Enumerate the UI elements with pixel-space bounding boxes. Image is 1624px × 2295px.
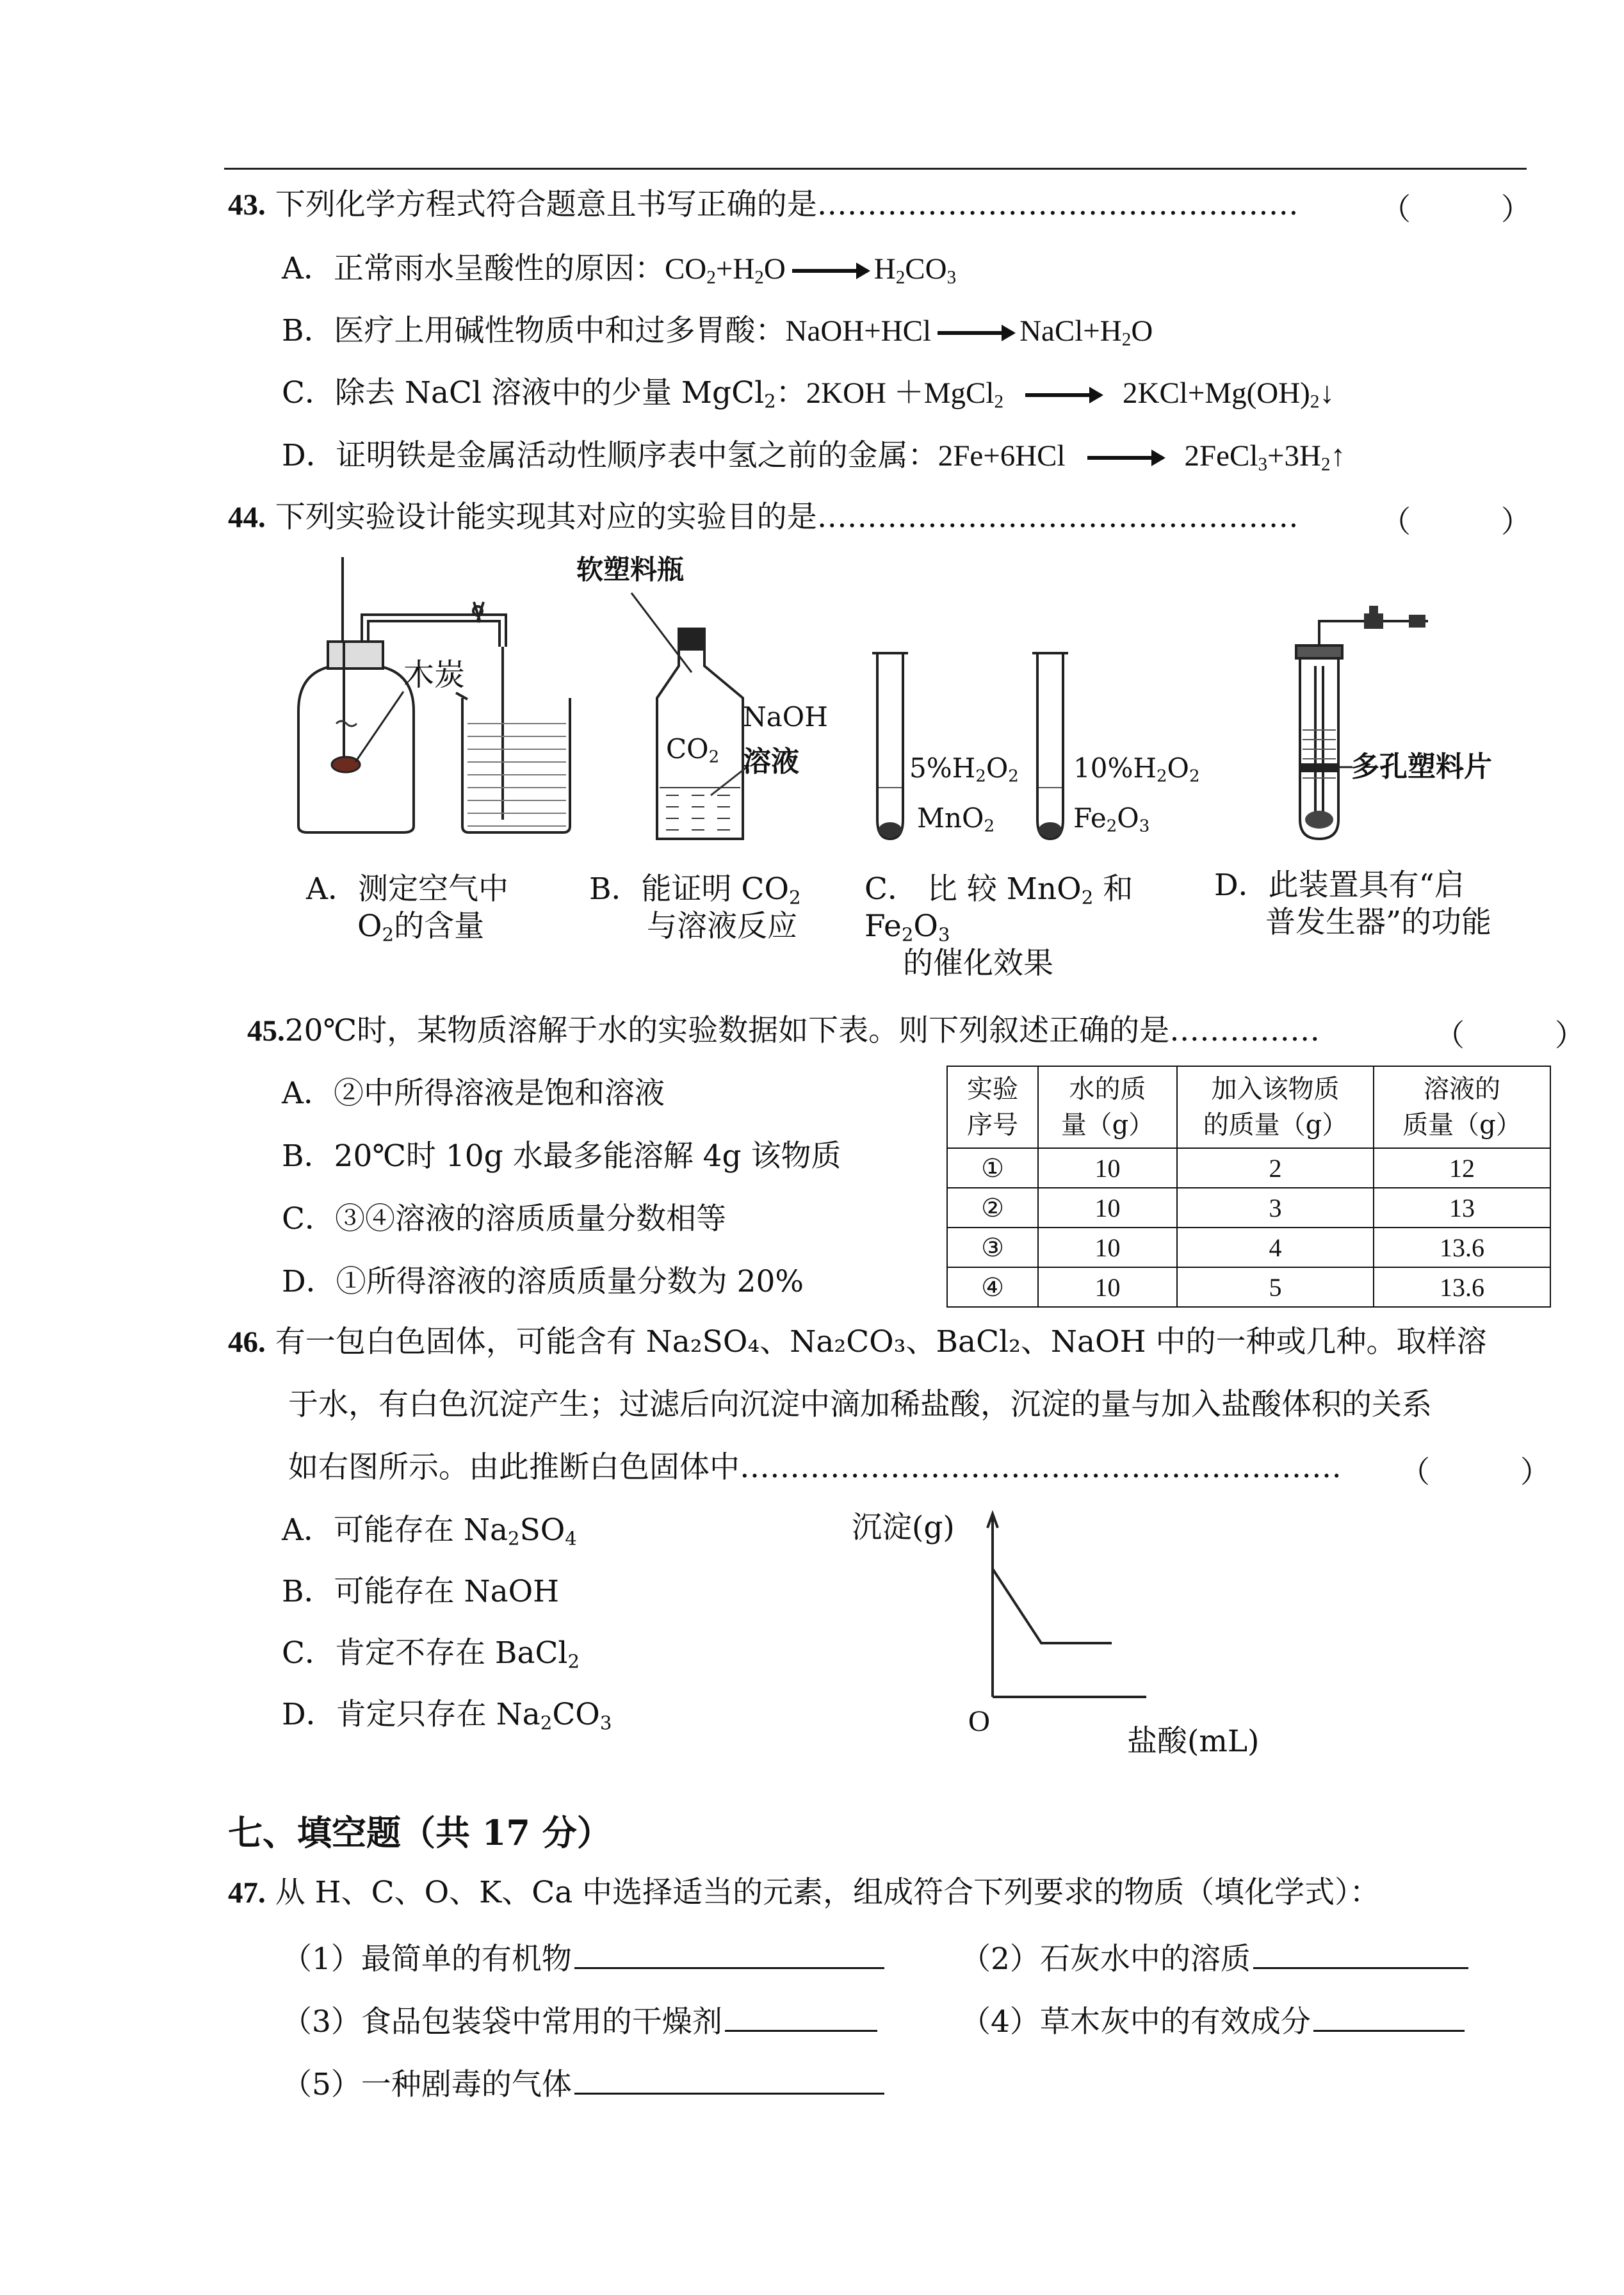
q44-option-c-caption[interactable]: C． 比 较 MnO$_2$ 和 $Fe_2O_3$ 的催化效果	[865, 872, 1133, 981]
table-header-cell: 溶液的 质量（g）	[1374, 1066, 1550, 1148]
table-cell: 5	[1177, 1267, 1374, 1307]
reaction-arrow-icon	[1025, 393, 1101, 397]
table-cell: ②	[947, 1188, 1038, 1228]
figure-d-porous-label: 多孔塑料片	[1351, 750, 1492, 783]
question-46-line-3: 如右图所示。由此推断白色固体中……………………………………………………	[288, 1450, 1342, 1485]
question-46-answer-paren[interactable]: （ ）	[1400, 1455, 1550, 1490]
figure-b-label-pointer	[628, 589, 698, 679]
table-header-cell: 水的质 量（g）	[1038, 1066, 1177, 1148]
question-43-stem	[228, 186, 1299, 224]
q43-option-b[interactable]: B．医疗上用碱性物质中和过多胃酸：NaOH+HCl $NaCl+H_2O$	[282, 313, 1153, 350]
figure-b-naoh-label: NaOH	[743, 701, 828, 733]
figure-c-h2o2-5-label: $5\%H_2O_2$	[909, 752, 1019, 786]
table-cell: 2	[1177, 1148, 1374, 1188]
table-cell: 10	[1038, 1267, 1177, 1307]
table-cell: ③	[947, 1228, 1038, 1267]
q46-option-c[interactable]: C．肯定不存在 BaCl$_2$	[282, 1635, 580, 1673]
q45-option-c[interactable]: C．③④溶液的溶质质量分数相等	[282, 1201, 726, 1237]
q47-item-4: （4）草木灰中的有效成分	[961, 1999, 1465, 2041]
table-cell: 4	[1177, 1228, 1374, 1267]
figure-a-charcoal-label: 木炭	[403, 657, 466, 693]
q43-option-c[interactable]: C．除去 NaCl 溶液中的少量 MgCl$_2$：2KOH ＋MgCl$_2$ $2KCl+Mg(OH)_2↓$	[282, 375, 1335, 412]
section-7-title: 七、填空题（共 17 分）	[228, 1812, 612, 1853]
table-row	[947, 1228, 1550, 1267]
q46-option-d[interactable]: D．肯定只存在 $Na_2CO_3$	[282, 1697, 612, 1734]
figure-a-apparatus	[282, 551, 589, 845]
q46-graph-x-label: 盐酸(mL)	[1127, 1724, 1260, 1759]
q45-option-a[interactable]: A．②中所得溶液是饱和溶液	[282, 1076, 665, 1111]
figure-b-co2-label: $CO_2$	[666, 733, 720, 767]
q46-option-a[interactable]: A．可能存在 $Na_2SO_4$	[282, 1512, 577, 1550]
question-45-answer-paren[interactable]: （ ）	[1434, 1018, 1585, 1053]
header-rule	[224, 168, 1527, 170]
question-44-stem: 44. 下列实验设计能实现其对应的实验目的是…………………………………………	[228, 499, 1299, 535]
q46-graph-origin-label: O	[968, 1705, 990, 1738]
reaction-arrow-icon	[938, 331, 1013, 335]
table-cell: 13	[1374, 1188, 1550, 1228]
question-43-answer-paren[interactable]: （ ）	[1381, 192, 1531, 227]
table-cell: 3	[1177, 1188, 1374, 1228]
q45-option-d[interactable]: D．①所得溶液的溶质质量分数为 20%	[282, 1264, 804, 1299]
table-cell: 10	[1038, 1188, 1177, 1228]
figure-c-mno2-label: MnO$_2$	[917, 802, 995, 836]
question-46-line-1: 46. 有一包白色固体，可能含有 Na₂SO₄、Na₂CO₃、BaCl₂、NaOH 中的一种或几种。取样溶	[228, 1324, 1487, 1359]
q44-option-a-caption[interactable]: A．测定空气中 $O_2$的含量	[306, 872, 508, 946]
question-47-stem: 47. 从 H、C、O、K、Ca 中选择适当的元素，组成符合下列要求的物质（填化学式）：	[228, 1875, 1380, 1910]
q44-option-b-caption[interactable]: B．能证明 $CO_2$ 与溶液反应	[589, 872, 801, 944]
q43-option-d[interactable]: D．证明铁是金属活动性顺序表中氢之前的金属：2Fe+6HCl $2FeCl_3+3H_2↑$	[282, 438, 1346, 475]
figure-c-h2o2-10-label: $10\%H_2O_2$	[1073, 752, 1200, 786]
question-45-stem: 45.20℃时，某物质溶解于水的实验数据如下表。则下列叙述正确的是……………	[247, 1013, 1320, 1048]
precipitate-curve	[993, 1569, 1112, 1643]
q46-option-b[interactable]: B．可能存在 NaOH	[282, 1574, 560, 1609]
q46-precipitate-graph	[961, 1505, 1153, 1723]
q47-item-1: （1）最简单的有机物	[282, 1936, 884, 1979]
figure-b-soft-bottle-label: 软塑料瓶	[576, 554, 685, 585]
table-cell: 10	[1038, 1148, 1177, 1188]
answer-blank[interactable]	[1313, 1999, 1465, 2032]
answer-blank[interactable]	[725, 1999, 877, 2032]
table-row	[947, 1148, 1550, 1188]
question-43-number: 43.	[228, 188, 266, 222]
table-row	[947, 1267, 1550, 1307]
table-cell: 13.6	[1374, 1267, 1550, 1307]
answer-blank[interactable]	[574, 1936, 884, 1969]
table-header-cell: 加入该物质 的质量（g）	[1177, 1066, 1374, 1148]
question-43-text: 下列化学方程式符合题意且书写正确的是…………………………………………	[275, 187, 1299, 222]
q47-item-3: （3）食品包装袋中常用的干燥剂	[282, 1999, 877, 2041]
table-cell: 10	[1038, 1228, 1177, 1267]
q47-item-5: （5）一种剧毒的气体	[282, 2062, 884, 2104]
question-46-line-2: 于水，有白色沉淀产生；过滤后向沉淀中滴加稀盐酸，沉淀的量与加入盐酸体积的关系	[288, 1387, 1432, 1422]
question-44-answer-paren[interactable]: （ ）	[1381, 505, 1531, 540]
q45-option-b[interactable]: B．20℃时 10g 水最多能溶解 4g 该物质	[282, 1139, 841, 1174]
answer-blank[interactable]	[574, 2062, 884, 2095]
reaction-arrow-icon	[1087, 456, 1163, 460]
reaction-arrow-icon	[792, 269, 868, 273]
figure-b-solution-label: 溶液	[743, 745, 799, 778]
table-cell: ④	[947, 1267, 1038, 1307]
answer-blank[interactable]	[1253, 1936, 1468, 1969]
table-cell: 13.6	[1374, 1228, 1550, 1267]
q46-graph-y-label: 沉淀(g)	[852, 1510, 955, 1545]
table-header-cell: 实验 序号	[947, 1066, 1038, 1148]
table-row	[947, 1188, 1550, 1228]
q44-option-d-caption[interactable]: D．此装置具有“启 普发生器”的功能	[1214, 868, 1492, 940]
figure-c-fe2o3-label: $Fe_2O_3$	[1073, 802, 1150, 836]
q47-item-2: （2）石灰水中的溶质	[961, 1936, 1468, 1979]
q45-data-table	[946, 1066, 1551, 1308]
table-cell: 12	[1374, 1148, 1550, 1188]
figure-d-apparatus	[1281, 602, 1447, 845]
table-cell: ①	[947, 1148, 1038, 1188]
q43-option-a[interactable]: A．正常雨水呈酸性的原因：$CO_2+H_2O$ $H_2CO_3$	[282, 251, 957, 288]
